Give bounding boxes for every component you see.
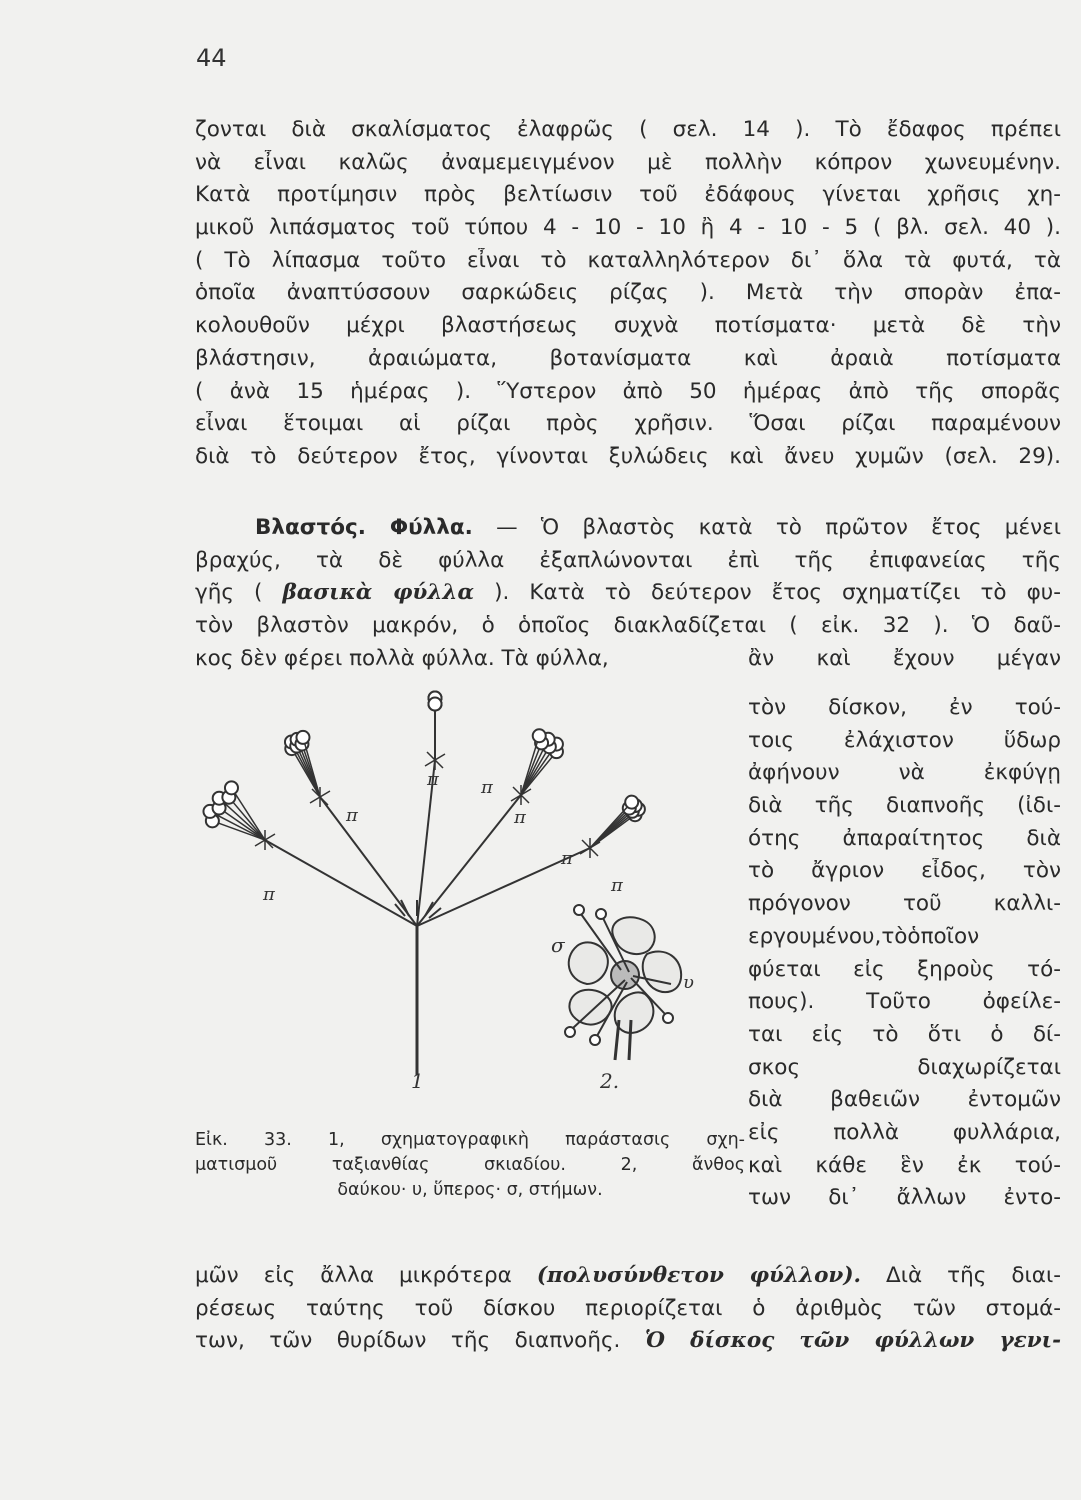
side-column bbox=[748, 695, 1061, 1218]
side-line: σκος διαχωρίζεται bbox=[748, 1054, 1061, 1080]
emphasis-term: (πολυσύνθετον φύλλον). bbox=[536, 1263, 862, 1288]
umbel-illustration bbox=[195, 690, 745, 1105]
side-line: των δι᾽ ἄλλων ἐντο- bbox=[748, 1185, 1061, 1211]
umbel-ray bbox=[265, 840, 417, 926]
text-line bbox=[195, 580, 1061, 613]
label-bract: π bbox=[611, 875, 623, 896]
text-line-split bbox=[195, 646, 1061, 679]
side-line: εἰς πολλὰ φυλλάρια, bbox=[748, 1119, 1061, 1145]
umbellet-ray bbox=[521, 741, 537, 795]
label-bract: π bbox=[561, 848, 573, 869]
text-span: Διὰ τῆς διαι- bbox=[861, 1263, 1061, 1288]
label-figure-2: 2. bbox=[600, 1069, 620, 1093]
label-bract: π bbox=[514, 807, 526, 828]
text-line: ρέσεως ταύτης τοῦ δίσκου περιορίζεται ὁ ἀριθμὸς τῶν στομά- bbox=[195, 1295, 1061, 1321]
page-number: 44 bbox=[196, 44, 227, 72]
petal bbox=[643, 951, 681, 992]
caption-line: δαύκου· υ, ὕπερος· σ, στήμων. bbox=[337, 1180, 603, 1200]
side-line: τοις ἐλάχιστον ὕδωρ bbox=[748, 727, 1061, 753]
side-line: καὶ κάθε ἓν ἐκ τού- bbox=[748, 1152, 1061, 1178]
text-line: ( ἀνὰ 15 ἡμέρας ). Ὕστερον ἀπὸ 50 ἡμέρας ἀπὸ τῆς σπορᾶς bbox=[195, 378, 1061, 404]
side-line: πους). Τοῦτο ὀφείλε- bbox=[748, 989, 1061, 1015]
text-line bbox=[195, 1263, 1061, 1296]
label-pistil: υ bbox=[683, 972, 694, 993]
flower-bud bbox=[533, 729, 546, 742]
anther bbox=[663, 1013, 673, 1023]
text-line: κολουθοῦν μέχρι βλαστήσεως συχνὰ ποτίσματα· μετὰ δὲ τὴν bbox=[195, 313, 1061, 339]
text-line: βλάστησιν, ἀραιώματα, βοτανίσματα καὶ ἀραιὰ ποτίσματα bbox=[195, 345, 1061, 371]
label-bract: π bbox=[481, 777, 493, 798]
side-line: εργουμένου,τὸὁποῖον bbox=[748, 923, 980, 949]
text-span: γῆς ( bbox=[195, 580, 283, 606]
umbellet-ray bbox=[590, 807, 628, 848]
side-line: φύεται εἰς ξηροὺς τό- bbox=[748, 956, 1061, 982]
text-line: τὸν βλαστὸν μακρόν, ὁ ὁποῖος διακλαδίζεται ( εἰκ. 32 ). Ὁ δαῦ- bbox=[195, 613, 1061, 639]
text-line: διὰ τὸ δεύτερον ἔτος, γίνονται ξυλώδεις καὶ ἄνευ χυμῶν (σελ. 29). bbox=[195, 443, 1061, 469]
side-line: ἀφήνουν νὰ ἐκφύγῃ bbox=[748, 760, 1061, 786]
anther bbox=[565, 1027, 575, 1037]
side-line: τὸν δίσκον, ἐν τού- bbox=[748, 695, 1061, 720]
umbel-ray bbox=[417, 795, 521, 926]
anther bbox=[590, 1035, 600, 1045]
text-span: — Ὁ βλαστὸς κατὰ τὸ πρῶτον ἔτος μένει bbox=[472, 515, 1061, 540]
label-figure-1: 1 bbox=[411, 1069, 424, 1093]
emphasis-term: βασικὰ φύλλα bbox=[282, 580, 475, 606]
text-span: ἂν καὶ ἔχουν μέγαν bbox=[748, 645, 1061, 671]
text-line: ( Τὸ λίπασμα τοῦτο εἶναι τὸ καταλληλότερον δι᾽ ὅλα τὰ φυτά, τὰ bbox=[195, 247, 1061, 273]
section-heading: Βλαστός. Φύλλα. bbox=[255, 515, 473, 540]
side-line: διὰ βαθειῶν ἐντομῶν bbox=[748, 1087, 1061, 1113]
side-line: ται εἰς τὸ ὅτι ὁ δί- bbox=[748, 1021, 1061, 1047]
side-line: ότης ἀπαραίτητος διὰ bbox=[748, 825, 1061, 851]
section-first-line bbox=[195, 515, 1061, 548]
figure bbox=[195, 690, 745, 1105]
section-paragraph bbox=[195, 515, 1061, 678]
label-bract: π bbox=[427, 769, 439, 790]
label-bract: π bbox=[263, 884, 275, 905]
side-line: τὸ ἄγριον εἶδος, τὸν bbox=[748, 858, 1061, 884]
emphasis-term: Ὁ δίσκος τῶν φύλλων γενι- bbox=[644, 1328, 1061, 1354]
text-span: ). Κατὰ τὸ δεύτερον ἔτος σχηματίζει τὸ φυ- bbox=[474, 580, 1061, 606]
petal bbox=[615, 992, 654, 1032]
side-line: διὰ τῆς διαπνοῆς (ἰδι- bbox=[748, 793, 1061, 819]
caption-line: Εἰκ. 33. 1, σχηματογραφικὴ παράστασις σχη- bbox=[195, 1130, 745, 1150]
figure-caption bbox=[195, 1128, 745, 1203]
text-line bbox=[195, 1328, 1061, 1361]
text-line: ζονται διὰ σκαλίσματος ἐλαφρῶς ( σελ. 14 ). Τὸ ἔδαφος πρέπει bbox=[195, 117, 1061, 142]
umbel-ray bbox=[320, 797, 417, 926]
text-line: μικοῦ λιπάσματος τοῦ τύπου 4 - 10 - 10 ἢ 4 - 10 - 5 ( βλ. σελ. 40 ). bbox=[195, 215, 1061, 241]
text-line: εἶναι ἕτοιμαι αἱ ρίζαι πρὸς χρῆσιν. Ὅσαι ρίζαι παραμένουν bbox=[195, 411, 1061, 437]
label-bract: π bbox=[346, 805, 358, 826]
text-line: βραχύς, τὰ δὲ φύλλα ἐξαπλώνονται ἐπὶ τῆς ἐπιφανείας τῆς bbox=[195, 547, 1061, 573]
text-line: ὁποῖα ἀναπτύσσουν σαρκώδεις ρίζας ). Μετὰ τὴν σπορὰν ἐπα- bbox=[195, 280, 1061, 306]
text-span: μῶν εἰς ἄλλα μικρότερα bbox=[195, 1263, 537, 1288]
side-line: πρόγονον τοῦ καλλι- bbox=[748, 891, 1061, 917]
text-line: νὰ εἶναι καλῶς ἀναμεμειγμένον μὲ πολλὴν κόπρον χωνευμένην. bbox=[195, 149, 1061, 175]
petal bbox=[569, 942, 608, 984]
bottom-paragraph bbox=[195, 1263, 1061, 1361]
flower-bud bbox=[225, 781, 238, 794]
flower-bud bbox=[429, 698, 442, 711]
flower-bud bbox=[625, 796, 638, 809]
flower-drawing bbox=[565, 905, 681, 1060]
text-line: Κατὰ προτίμησιν πρὸς βελτίωσιν τοῦ ἐδάφους γίνεται χρῆσις χη- bbox=[195, 182, 1061, 208]
flower-bud bbox=[296, 731, 309, 744]
text-span: κος δὲν φέρει πολλὰ φύλλα. Τὰ φύλλα, bbox=[195, 645, 609, 671]
top-paragraph bbox=[195, 117, 1061, 477]
label-stamen: σ bbox=[551, 933, 565, 957]
anther bbox=[596, 909, 606, 919]
text-span: των, τῶν θυρίδων τῆς διαπνοῆς. bbox=[195, 1328, 645, 1354]
caption-line: ματισμοῦ ταξιανθίας σκιαδίου. 2, ἄνθος bbox=[195, 1155, 745, 1175]
anther bbox=[574, 905, 584, 915]
